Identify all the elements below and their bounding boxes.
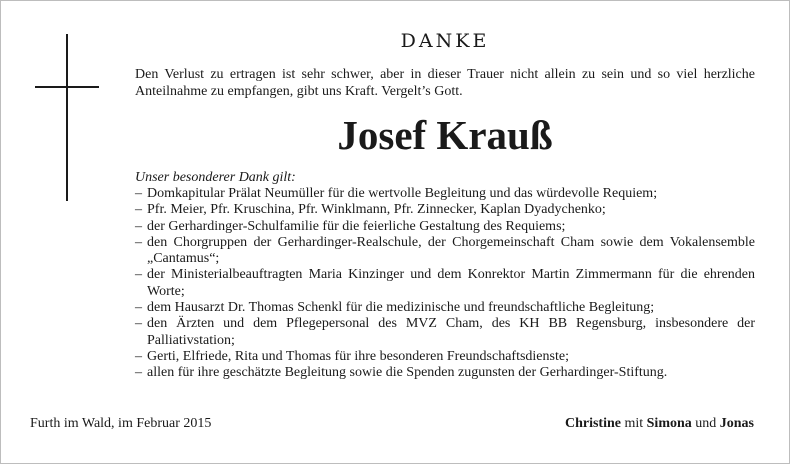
- deceased-name: Josef Krauß: [337, 112, 553, 158]
- signer-jonas: Jonas: [719, 416, 754, 431]
- list-item: – dem Hausarzt Dr. Thomas Schenkl für die medizinische und freundschaftliche Begleitung;: [135, 300, 755, 316]
- cross-horizontal-bar: [35, 86, 99, 88]
- list-item: – Domkapitular Prälat Neumüller für die wertvolle Begleitung und das würdevolle Requiem;: [135, 186, 755, 202]
- intro-text: Den Verlust zu ertragen ist sehr schwer, aber in dieser Trauer nicht allein zu sein und so viel herzliche Anteilnahme zu empfangen, gibt uns Kraft. Vergelt’s Gott.: [135, 67, 755, 99]
- list-item: – den Chorgruppen der Gerhardinger-Realschule, der Chorgemeinschaft Cham sowie dem Vokalensemble „Cantamus“;: [135, 235, 755, 268]
- place-date: Furth im Wald, im Februar 2015: [30, 416, 212, 431]
- thanks-heading: Unser besonderer Dank gilt:: [135, 170, 296, 185]
- cross-vertical-bar: [66, 34, 68, 201]
- signature-line: [565, 416, 754, 432]
- list-item: – allen für ihre geschätzte Begleitung sowie die Spenden zugunsten der Gerhardinger-Stiftung.: [135, 365, 755, 381]
- signer-simona: Simona: [646, 416, 692, 431]
- connector-mit: mit: [624, 416, 644, 431]
- signer-christine: Christine: [564, 416, 621, 431]
- list-item: – Pfr. Meier, Pfr. Kruschina, Pfr. Winklmann, Pfr. Zinnecker, Kaplan Dyadychenko;: [135, 202, 755, 218]
- list-item: – der Gerhardinger-Schulfamilie für die feierliche Gestaltung des Requiems;: [135, 219, 755, 235]
- list-item: – den Ärzten und dem Pflegepersonal des MVZ Cham, des KH BB Regensburg, insbesondere der Palliativstation;: [135, 316, 755, 349]
- list-item: – Gerti, Elfriede, Rita und Thomas für ihre besonderen Freundschaftsdienste;: [135, 349, 755, 365]
- list-item: – der Ministerialbeauftragten Maria Kinzinger und dem Konrektor Martin Zimmermann für die ehrenden Worte;: [135, 267, 755, 300]
- connector-und: und: [695, 416, 717, 431]
- thanks-list: [135, 186, 755, 382]
- page-title: DANKE: [400, 30, 490, 52]
